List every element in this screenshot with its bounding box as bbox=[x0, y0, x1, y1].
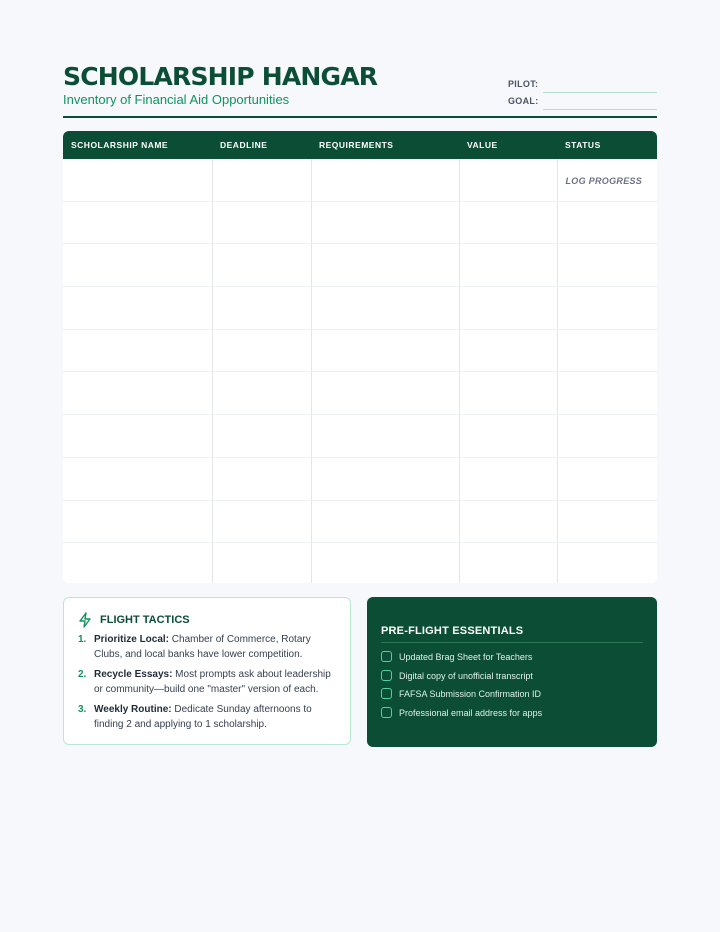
status-cell[interactable] bbox=[557, 457, 657, 500]
table-cell[interactable] bbox=[212, 244, 311, 287]
lightning-bolt-icon bbox=[78, 612, 92, 628]
table-cell[interactable] bbox=[63, 415, 212, 458]
table-cell[interactable] bbox=[459, 329, 557, 372]
table-row bbox=[63, 244, 657, 287]
tactic-number: 1. bbox=[78, 634, 87, 645]
table-cell[interactable] bbox=[311, 500, 459, 543]
table-body bbox=[63, 159, 657, 583]
table-cell[interactable] bbox=[63, 500, 212, 543]
table-cell[interactable] bbox=[212, 329, 311, 372]
status-cell[interactable] bbox=[557, 329, 657, 372]
status-cell[interactable] bbox=[557, 201, 657, 244]
tactic-item bbox=[78, 703, 340, 732]
column-header-requirements: REQUIREMENTS bbox=[311, 131, 459, 159]
table-cell[interactable] bbox=[459, 415, 557, 458]
table-cell[interactable] bbox=[63, 244, 212, 287]
tactic-text: Chamber of Commerce, Rotary Clubs, and local banks have lower competition. bbox=[94, 634, 311, 660]
goal-field[interactable] bbox=[508, 96, 657, 110]
checkbox-icon[interactable] bbox=[381, 707, 392, 718]
essentials-divider bbox=[381, 642, 643, 643]
checklist-label: Updated Brag Sheet for Teachers bbox=[399, 652, 533, 662]
checkbox-icon[interactable] bbox=[381, 651, 392, 662]
table-cell[interactable] bbox=[311, 329, 459, 372]
column-header-status: STATUS bbox=[557, 131, 657, 159]
column-header-name: SCHOLARSHIP NAME bbox=[63, 131, 212, 159]
tactic-lead: Prioritize Local: bbox=[94, 634, 170, 645]
table-cell[interactable] bbox=[311, 372, 459, 415]
pre-flight-essentials-card bbox=[367, 597, 657, 747]
table-cell[interactable] bbox=[459, 543, 557, 583]
page-subtitle: Inventory of Financial Aid Opportunities bbox=[63, 92, 290, 107]
tactic-lead: Weekly Routine: bbox=[94, 704, 172, 715]
pilot-field[interactable] bbox=[508, 79, 657, 93]
checklist-label: Professional email address for apps bbox=[399, 708, 543, 718]
tactic-number: 2. bbox=[78, 669, 87, 680]
table-cell[interactable] bbox=[311, 159, 459, 201]
table-cell[interactable] bbox=[311, 201, 459, 244]
table-row bbox=[63, 329, 657, 372]
tactic-item bbox=[78, 633, 340, 662]
status-cell[interactable] bbox=[557, 159, 657, 201]
table-cell[interactable] bbox=[459, 457, 557, 500]
table-row bbox=[63, 372, 657, 415]
table-cell[interactable] bbox=[63, 159, 212, 201]
table-cell[interactable] bbox=[63, 329, 212, 372]
essentials-title: PRE-FLIGHT ESSENTIALS bbox=[381, 625, 524, 637]
checklist-label: Digital copy of unofficial transcript bbox=[399, 671, 533, 681]
pilot-input-line[interactable] bbox=[543, 92, 657, 93]
pilot-label: PILOT: bbox=[508, 79, 539, 89]
table-cell[interactable] bbox=[212, 287, 311, 330]
checklist-label: FAFSA Submission Confirmation ID bbox=[399, 689, 542, 699]
table-cell[interactable] bbox=[459, 372, 557, 415]
checkbox-icon[interactable] bbox=[381, 670, 392, 681]
tactic-text: Most prompts ask about leadership or community—build one "master" version of each. bbox=[94, 669, 331, 695]
table-cell[interactable] bbox=[311, 457, 459, 500]
table-cell[interactable] bbox=[63, 201, 212, 244]
status-placeholder: LOG PROGRESS bbox=[565, 175, 643, 186]
flight-tactics-card bbox=[63, 597, 351, 745]
page-title: SCHOLARSHIP HANGAR bbox=[63, 62, 378, 91]
column-header-value: VALUE bbox=[459, 131, 557, 159]
table-cell[interactable] bbox=[459, 201, 557, 244]
table-cell[interactable] bbox=[212, 543, 311, 583]
table-cell[interactable] bbox=[63, 372, 212, 415]
table-row bbox=[63, 543, 657, 583]
tactics-title: FLIGHT TACTICS bbox=[100, 614, 190, 626]
table-cell[interactable] bbox=[311, 543, 459, 583]
goal-label: GOAL: bbox=[508, 96, 539, 106]
table-cell[interactable] bbox=[63, 457, 212, 500]
tactic-number: 3. bbox=[78, 704, 87, 715]
table-cell[interactable] bbox=[459, 500, 557, 543]
table-cell[interactable] bbox=[311, 287, 459, 330]
table-cell[interactable] bbox=[212, 500, 311, 543]
table-cell[interactable] bbox=[311, 415, 459, 458]
status-cell[interactable] bbox=[557, 287, 657, 330]
table-cell[interactable] bbox=[212, 201, 311, 244]
table-row bbox=[63, 457, 657, 500]
table-cell[interactable] bbox=[63, 543, 212, 583]
tactic-text: Dedicate Sunday afternoons to finding 2 and applying to 1 scholarship. bbox=[94, 704, 312, 730]
status-cell[interactable] bbox=[557, 415, 657, 458]
table-row bbox=[63, 287, 657, 330]
column-header-deadline: DEADLINE bbox=[212, 131, 311, 159]
tactic-item bbox=[78, 668, 340, 697]
table-header-row bbox=[63, 131, 657, 159]
table-cell[interactable] bbox=[459, 159, 557, 201]
table-cell[interactable] bbox=[212, 415, 311, 458]
table-cell[interactable] bbox=[311, 244, 459, 287]
status-cell[interactable] bbox=[557, 500, 657, 543]
table-cell[interactable] bbox=[459, 244, 557, 287]
scholarship-table bbox=[63, 131, 657, 583]
table-cell[interactable] bbox=[212, 372, 311, 415]
table-row bbox=[63, 500, 657, 543]
status-cell[interactable] bbox=[557, 244, 657, 287]
checkbox-icon[interactable] bbox=[381, 688, 392, 699]
goal-input-line[interactable] bbox=[543, 109, 657, 110]
table-cell[interactable] bbox=[459, 287, 557, 330]
table-row bbox=[63, 415, 657, 458]
table-row bbox=[63, 201, 657, 244]
status-cell[interactable] bbox=[557, 543, 657, 583]
table-cell[interactable] bbox=[212, 159, 311, 201]
page-header bbox=[63, 62, 657, 118]
tactic-lead: Recycle Essays: bbox=[94, 669, 173, 680]
table-row bbox=[63, 159, 657, 201]
table-cell[interactable] bbox=[212, 457, 311, 500]
status-cell[interactable] bbox=[557, 372, 657, 415]
table-cell[interactable] bbox=[63, 287, 212, 330]
